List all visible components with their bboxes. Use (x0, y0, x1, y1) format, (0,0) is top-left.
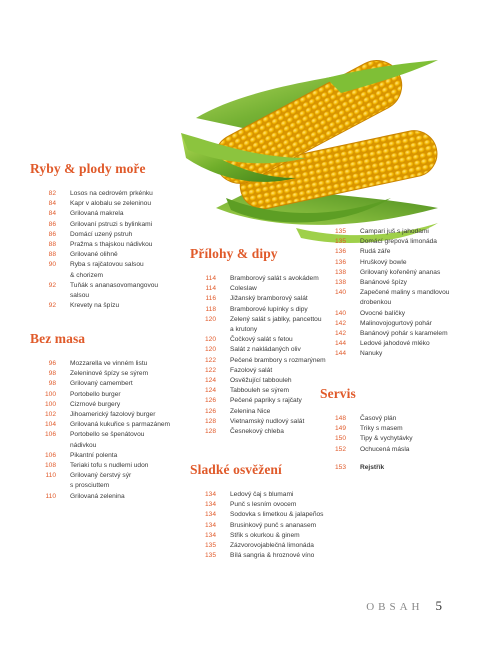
entry-name: Domácí uzený pstruh (70, 230, 133, 238)
toc-entry[interactable] (30, 240, 158, 250)
page-number: 135 (204, 552, 216, 560)
page-number: 150 (334, 435, 346, 443)
toc-entry[interactable] (30, 260, 158, 270)
entry-name: Salát z nakládaných oliv (230, 346, 301, 354)
entry-name: Tipy & vychytávky (360, 435, 413, 443)
entry-name: Grilovaný kořeněný ananas (360, 268, 441, 276)
page-number: 124 (204, 377, 216, 385)
toc-entry[interactable] (320, 434, 413, 444)
page-number: 104 (44, 421, 56, 429)
page-number: 134 (204, 491, 216, 498)
entry-name: Pečené brambory s rozmarýnem (230, 356, 326, 364)
page-number: 120 (204, 315, 216, 323)
toc-entry[interactable] (190, 521, 323, 531)
entry-name: Portobello burger (70, 390, 121, 398)
entry-name: Jihoamerický fazolový burger (70, 411, 156, 419)
page-number: 140 (334, 309, 346, 317)
toc-entry[interactable] (190, 315, 326, 325)
page-number: 135 (204, 542, 216, 550)
entry-name: Pečené papriky s rajčaty (230, 397, 302, 405)
entry-name: Krevety na špízu (70, 302, 120, 310)
toc-entry[interactable] (190, 294, 326, 304)
entry-name: salsou (70, 292, 90, 300)
toc-entry[interactable] (30, 281, 158, 291)
page-number: 84 (48, 200, 56, 208)
toc-entry[interactable] (320, 278, 449, 288)
entry-name: Pražma s thajskou nádivkou (70, 241, 153, 249)
toc-entry[interactable] (30, 451, 170, 461)
entry-name: Punč s lesním ovocem (230, 501, 297, 509)
section-title: Přílohy & dipy (190, 246, 278, 261)
entry-name: Teriaki tofu s nudlemi udon (70, 462, 149, 470)
page-number: 136 (334, 258, 346, 266)
toc-entry[interactable] (320, 227, 449, 237)
page-number: 84 (48, 210, 56, 218)
toc-entry[interactable] (30, 209, 158, 219)
page-number: 142 (334, 319, 346, 327)
entry-list (190, 490, 323, 561)
entry-list (30, 359, 170, 502)
section-servis (320, 386, 413, 473)
entry-name: Pikantní polenta (70, 451, 118, 459)
entry-name: Časový plán (360, 415, 397, 422)
toc-entry[interactable] (30, 430, 170, 440)
toc-entry[interactable] (30, 390, 170, 400)
toc-entry[interactable] (30, 220, 158, 230)
toc-entry[interactable] (190, 510, 323, 520)
page-number: 124 (204, 387, 216, 395)
footer-label: OBSAH (366, 601, 424, 613)
section-sladke (190, 462, 323, 561)
toc-entry[interactable] (320, 258, 449, 268)
page-number: 153 (334, 463, 346, 471)
toc-entry[interactable] (30, 400, 170, 410)
toc-entry[interactable] (30, 189, 158, 199)
toc-entry[interactable] (30, 420, 170, 430)
entry-name: Domácí grepová limonáda (360, 238, 437, 246)
entry-name: Zelenina Nice (230, 407, 271, 415)
toc-entry[interactable] (320, 414, 413, 424)
page-number: 144 (334, 350, 346, 358)
entry-name: Kapr v alobalu se zeleninou (70, 200, 152, 208)
page-number: 108 (44, 462, 56, 470)
section-ryby (30, 161, 158, 311)
entry-name: Jižanský bramborový salát (230, 295, 308, 303)
entry-name: Banánové špízy (360, 279, 407, 287)
toc-entry[interactable] (30, 199, 158, 209)
toc-entry[interactable] (30, 369, 170, 379)
page-number: 134 (204, 501, 216, 509)
entry-name: Zapečené maliny s mandlovou (360, 289, 450, 297)
toc-entry[interactable] (320, 319, 449, 329)
page-number: 100 (44, 390, 56, 398)
page-number: 152 (334, 445, 346, 453)
toc-entry[interactable] (320, 247, 449, 257)
page-number: 122 (204, 356, 216, 364)
toc-entry[interactable] (190, 345, 326, 355)
entry-name: Ryba s rajčatovou salsou (70, 261, 144, 269)
toc-entry[interactable] (30, 359, 170, 369)
toc-entry[interactable] (190, 386, 326, 396)
entry-name: Ledové jahodové mléko (360, 340, 430, 348)
page-number: 102 (44, 411, 56, 419)
page-number: 106 (44, 431, 56, 439)
page-number: 135 (334, 228, 346, 235)
entry-name: Malinovojogurtový pohár (360, 319, 432, 327)
toc-entry[interactable] (190, 356, 326, 366)
toc-entry[interactable] (320, 268, 449, 278)
page-number: 114 (205, 285, 216, 293)
page-number: 88 (48, 241, 56, 249)
toc-entry[interactable] (30, 461, 170, 471)
page-number: 98 (48, 380, 56, 388)
toc-entry[interactable] (190, 335, 326, 345)
entry-name: Osvěžující tabbouleh (230, 377, 292, 385)
page-number: 142 (334, 330, 346, 338)
page-number: 106 (44, 451, 56, 459)
entry-name: Grilovaná makrela (70, 210, 124, 218)
page-number: 116 (205, 295, 216, 303)
entry-name: Cizrnové burgery (70, 400, 121, 408)
page-number: 149 (334, 425, 346, 433)
page-number: 110 (45, 472, 56, 480)
toc-entry[interactable] (30, 492, 170, 502)
page-number: 120 (204, 346, 216, 354)
page-footer (366, 598, 442, 614)
page-number (30, 441, 70, 451)
toc-entry[interactable] (320, 339, 449, 349)
toc-entry[interactable] (30, 441, 170, 451)
toc-entry[interactable] (190, 541, 323, 551)
page-number: 110 (45, 492, 56, 500)
page-number: 135 (334, 238, 346, 246)
entry-name: Ovocné balíčky (360, 309, 406, 317)
toc-entry[interactable] (190, 284, 326, 294)
entry-name: Zázvorovojablečná limonáda (230, 542, 314, 550)
page-number: 122 (204, 366, 216, 374)
toc-entry[interactable] (190, 376, 326, 386)
toc-entry[interactable] (320, 237, 449, 247)
entry-name: Nanuky (360, 350, 383, 358)
entry-list (320, 227, 449, 360)
entry-name: Portobello se špenátovou (70, 431, 145, 439)
toc-entry[interactable] (30, 291, 158, 301)
page-number: 134 (204, 511, 216, 519)
entry-name: Bílá sangria & hroznové víno (230, 552, 315, 560)
entry-name: Coleslaw (230, 285, 257, 293)
page-number: 118 (205, 305, 216, 313)
toc-entry[interactable] (30, 250, 158, 260)
toc-entry[interactable] (190, 407, 326, 417)
toc-entry[interactable] (320, 309, 449, 319)
section-title: Sladké osvěžení (190, 462, 282, 477)
toc-entry[interactable] (30, 471, 170, 481)
page-number: 134 (204, 521, 216, 529)
entry-name: Tuňák s ananasovomangovou (70, 281, 159, 289)
toc-entry[interactable] (190, 490, 323, 500)
corn-illustration (176, 58, 446, 248)
toc-entry[interactable] (320, 424, 413, 434)
entry-name: Rudá záře (360, 248, 391, 256)
page-number (30, 271, 70, 281)
entry-name: Grilovaná zelenina (70, 492, 125, 500)
entry-name: Grilovaní pstruzi s bylinkami (70, 220, 153, 228)
entry-list (190, 274, 326, 437)
entry-name: nádivkou (70, 441, 97, 449)
entry-name: Grilovaný camembert (70, 380, 133, 388)
entry-name: s prosciuttem (70, 482, 110, 490)
entry-name: Rejstřík (360, 463, 385, 471)
page-number: 138 (334, 268, 346, 276)
entry-name: drobenkou (360, 299, 392, 307)
entry-name: a krutony (230, 326, 258, 334)
page-number: 5 (435, 598, 442, 613)
page-number: 144 (334, 340, 346, 348)
entry-name: Grilovaná kukuřice s parmazánem (70, 421, 171, 429)
entry-name: Hruškový bowle (360, 258, 407, 266)
section-napoje (320, 227, 449, 360)
toc-entry[interactable] (30, 230, 158, 240)
toc-entry[interactable] (320, 329, 449, 339)
page-number: 86 (48, 230, 56, 238)
section-bezmasa (30, 331, 170, 502)
toc-entry[interactable] (30, 481, 170, 491)
page-number (320, 298, 360, 308)
page-number: 96 (48, 360, 56, 367)
entry-list (320, 414, 413, 455)
page-number: 126 (204, 407, 216, 415)
entry-name: Ledový čaj s blumami (230, 491, 294, 498)
page-number: 114 (205, 275, 216, 282)
page-number: 92 (48, 302, 56, 310)
section-title: Ryby & plody moře (30, 161, 146, 176)
page-number: 98 (48, 370, 56, 378)
entry-name: Grilovaný čerstvý sýr (70, 472, 132, 480)
entry-name: Vietnamský nudlový salát (230, 417, 305, 425)
entry-name: Triky s masem (360, 425, 403, 433)
section-title: Servis (320, 386, 356, 401)
section-title: Bez masa (30, 331, 86, 346)
entry-name: Banánový pohár s karamelem (360, 330, 448, 338)
entry-list (30, 189, 158, 311)
page-number: 148 (334, 415, 346, 422)
page-number: 92 (48, 281, 56, 289)
page-number: 134 (204, 531, 216, 539)
entry-name: Tabbouleh se sýrem (230, 387, 290, 395)
toc-entry[interactable] (30, 379, 170, 389)
page-number: 86 (48, 220, 56, 228)
entry-name: Bramborový salát s avokádem (230, 275, 319, 282)
toc-entry[interactable] (190, 500, 323, 510)
entry-name: Česnekový chleba (230, 428, 284, 436)
page-number: 120 (204, 336, 216, 344)
page-number: 128 (204, 428, 216, 436)
page-number (30, 291, 70, 301)
index-entry[interactable] (320, 463, 413, 473)
page-number: 136 (334, 248, 346, 256)
entry-name: Campari juš s jahodami (360, 228, 429, 235)
entry-name: Fazolový salát (230, 366, 273, 374)
entry-name: Ochucená másla (360, 445, 410, 453)
toc-entry[interactable] (190, 427, 326, 437)
toc-entry[interactable] (320, 288, 449, 298)
page-number: 100 (44, 400, 56, 408)
page-number: 140 (334, 289, 346, 297)
page-number: 126 (204, 397, 216, 405)
toc-entry[interactable] (190, 417, 326, 427)
entry-name: Bramborové lupínky s dipy (230, 305, 308, 313)
toc-entry[interactable] (190, 305, 326, 315)
page-number: 128 (204, 417, 216, 425)
toc-entry[interactable] (30, 271, 158, 281)
entry-name: Grilované olihně (70, 251, 118, 259)
entry-name: Losos na cedrovém prkénku (70, 190, 153, 197)
toc-entry[interactable] (190, 531, 323, 541)
toc-entry[interactable] (320, 445, 413, 455)
page-number: 90 (48, 261, 56, 269)
toc-entry[interactable] (190, 396, 326, 406)
toc-entry[interactable] (30, 301, 158, 311)
entry-name: Zelený salát s jablky, pancettou (230, 315, 322, 323)
page-number: 88 (48, 251, 56, 259)
toc-entry[interactable] (30, 410, 170, 420)
entry-name: & chorizem (70, 271, 103, 279)
entry-name: Sodovka s limetkou & jalapeños (230, 511, 324, 519)
entry-name: Mozzarella ve vinném listu (70, 360, 148, 367)
page-number (190, 325, 230, 335)
toc-entry[interactable] (190, 274, 326, 284)
entry-name: Střik s okurkou & ginem (230, 531, 300, 539)
toc-entry[interactable] (320, 298, 449, 308)
entry-name: Brusinkový punč s ananasem (230, 521, 317, 529)
toc-entry[interactable] (190, 551, 323, 561)
page-number (30, 481, 70, 491)
entry-name: Zeleninové špízy se sýrem (70, 370, 149, 378)
section-prilohy (190, 246, 326, 437)
toc-entry[interactable] (320, 349, 449, 359)
page-number: 82 (48, 190, 56, 197)
toc-entry[interactable] (190, 325, 326, 335)
toc-entry[interactable] (190, 366, 326, 376)
entry-name: Čočkový salát s fetou (230, 336, 293, 344)
page-number: 138 (334, 279, 346, 287)
